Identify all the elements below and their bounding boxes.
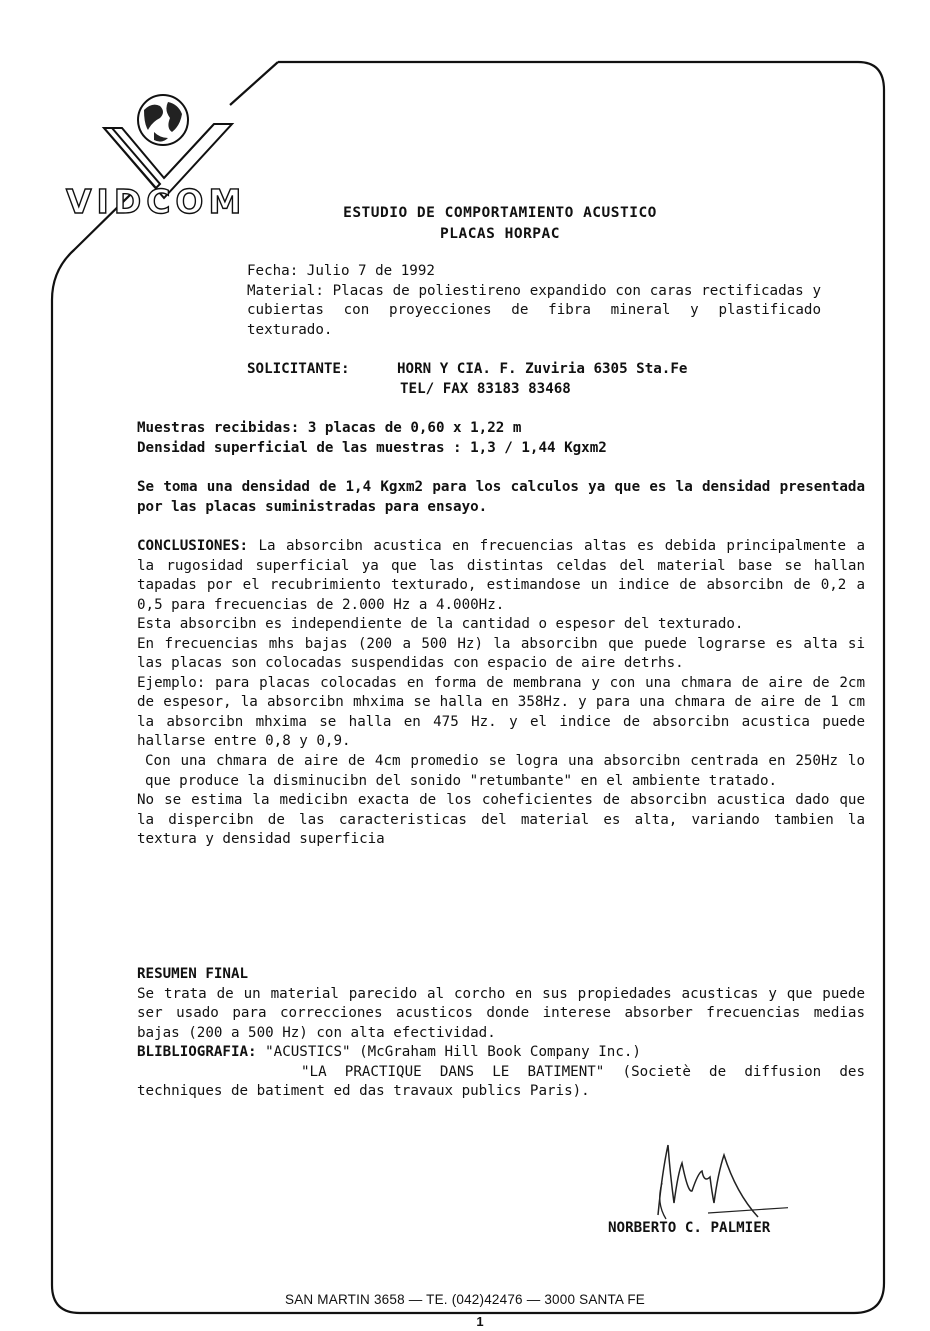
- conclusions-section: [137, 537, 865, 850]
- brand-name: VIDCOM: [66, 182, 247, 221]
- bibliography-label: BLIBLIOGRAFIA:: [137, 1044, 257, 1061]
- conclusions-label: CONCLUSIONES:: [137, 538, 249, 554]
- applicant-block: [247, 360, 807, 399]
- conclusions-p6: No se estima la medicibn exacta de los coheficientes de absorcibn acustica dado que la dispercibn de las caracteristicas del material es alta, variando tambien la textura y densidad superficia: [137, 792, 865, 848]
- bibliography-ref2: "LA PRACTIQUE DANS LE BATIMENT" (Societè de diffusion des techniques de batiment ed das travaux publics Paris).: [137, 1063, 865, 1100]
- conclusions-p5: Con una chmara de aire de 4cm promedio se logra una absorcibn centrada en 250Hz lo que produce la disminucibn del sonido "retumbante" en el ambiente tratado.: [145, 753, 865, 789]
- date-line: Fecha: Julio 7 de 1992: [247, 263, 435, 279]
- bibliography-ref1: "ACUSTICS" (McGraham Hill Book Company Inc.): [265, 1044, 641, 1061]
- surface-density: Densidad superficial de las muestras : 1,3 / 1,44 Kgxm2: [137, 439, 607, 456]
- applicant-label: SOLICITANTE:: [247, 361, 350, 377]
- summary-label: RESUMEN FINAL: [137, 966, 249, 982]
- material-line: Material: Placas de poliestireno expandido con caras rectificadas y cubiertas con proyecciones de fibra mineral y plastificado texturado.: [247, 282, 821, 339]
- samples-received: Muestras recibidas: 3 placas de 0,60 x 1,22 m: [137, 420, 522, 436]
- density-paragraph: Se toma una densidad de 1,4 Kgxm2 para los calculos ya que es la densidad presentada por las placas suministradas para ensayo.: [137, 479, 865, 515]
- conclusions-p3: En frecuencias mhs bajas (200 a 500 Hz) la absorcibn que puede lograrse es alta si las placas son colocadas suspendidas con espacio de aire detrhs.: [137, 635, 865, 672]
- page-number: 1: [476, 1314, 484, 1329]
- document-subtitle: PLACAS HORPAC: [440, 226, 560, 242]
- signatory-name: NORBERTO C. PALMIER: [608, 1220, 771, 1236]
- tel-fax: TEL/ FAX 83183 83468: [400, 380, 571, 397]
- summary-text: Se trata de un material parecido al corcho en sus propiedades acusticas y que puede ser usado para correcciones acusticos donde interese absorber frecuencias medias bajas (200 a 500 Hz) con alta efectividad.: [137, 985, 865, 1041]
- summary-section: [137, 965, 865, 1102]
- document-title: ESTUDIO DE COMPORTAMIENTO ACUSTICO: [343, 205, 657, 221]
- handwritten-signature: [648, 1133, 788, 1221]
- conclusions-p1: La absorcibn acustica en frecuencias altas es debida principalmente a la rugosidad superficial ya que las distintas celdas del material base se hallan tapadas por el recubrimiento texturado, estimandose un indice de absorcibn de 0,2 a 0,5 para frecuencias de 2.000 Hz a 4.000Hz.: [137, 538, 865, 613]
- header-block: [247, 262, 821, 341]
- conclusions-p2: Esta absorcibn es independiente de la cantidad o espesor del texturado.: [137, 616, 744, 633]
- samples-block: [137, 419, 865, 458]
- footer-address: SAN MARTIN 3658 — TE. (042)42476 — 3000 SANTA FE: [284, 1292, 645, 1307]
- conclusions-p4: Ejemplo: para placas colocadas en forma de membrana y con una chmara de aire de 2cm de espesor, la absorcibn mhxima se halla en 358Hz. y para una chmara de aire de 1 cm la absorcibn mhxima se halla en 475 Hz. y el indice de absorcibn acustica puede hallarse entre 0,8 y 0,9.: [137, 674, 865, 750]
- applicant-value: HORN Y CIA. F. Zuviria 6305 Sta.Fe: [397, 361, 688, 377]
